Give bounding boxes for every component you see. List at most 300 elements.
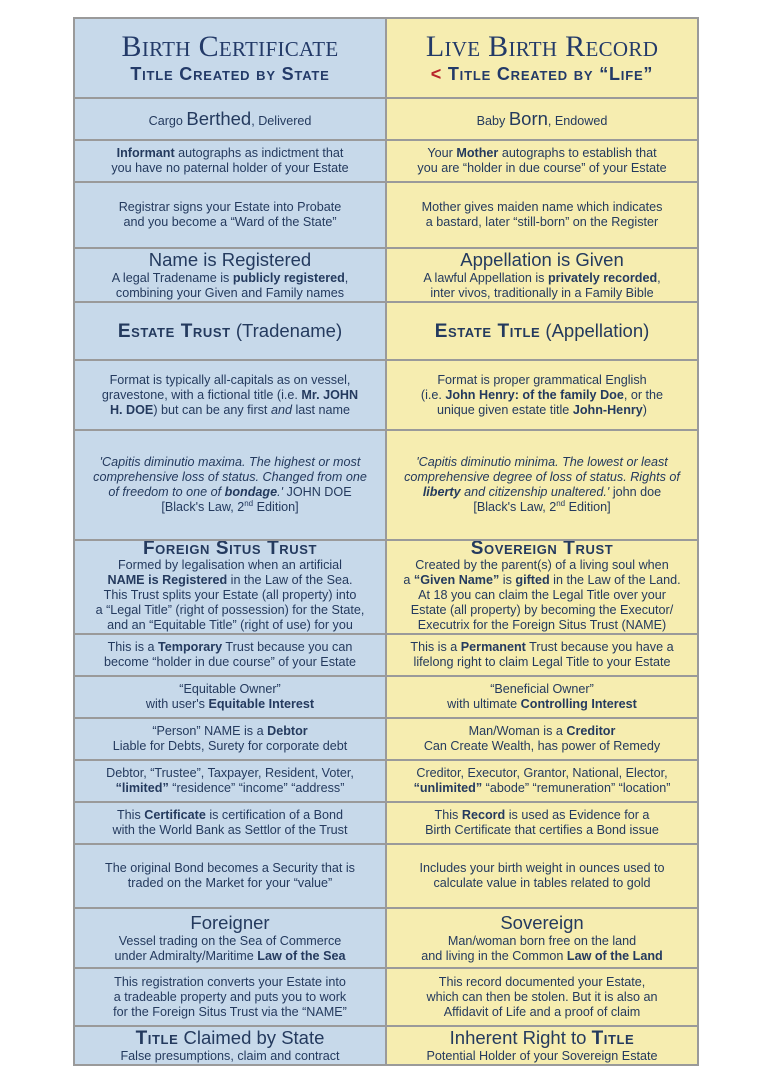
text-run: Foreign Situs Trust — [142, 540, 318, 559]
table-row — [74, 140, 698, 182]
state-cell — [74, 718, 386, 760]
cell-text — [81, 146, 379, 176]
cell-line — [81, 739, 379, 754]
text-run: and living in the Common — [421, 949, 567, 963]
cell-line — [393, 146, 691, 161]
text-run: last name — [291, 402, 351, 417]
text-run: “unlimited” — [413, 781, 483, 795]
text-run: (Tradename) — [230, 320, 343, 341]
text-run: is — [499, 573, 516, 587]
text-run: comprehensive loss of status. Changed from one — [93, 470, 367, 484]
text-run: and an “Equitable Title” (right of use) for you — [107, 618, 353, 632]
cell-line — [393, 823, 691, 838]
text-run: with user's — [145, 697, 209, 711]
text-run: nd — [244, 498, 254, 508]
text-run: you are “holder in due course” of your Estate — [417, 161, 667, 175]
text-run: “Given Name” — [413, 573, 500, 587]
cell-text — [81, 724, 379, 754]
life-cell — [386, 844, 698, 908]
text-run: Law of the Land — [566, 949, 663, 963]
cell-text — [393, 682, 691, 712]
text-run: which can then be stolen. But it is also an — [426, 989, 658, 1004]
cell-text — [81, 975, 379, 1020]
text-run: a “Legal Title” (right of possession) for the State, — [95, 603, 365, 617]
table-row — [74, 430, 698, 540]
cell-text — [393, 766, 691, 796]
cell-text — [81, 200, 379, 230]
table-row — [74, 540, 698, 634]
text-run: Formed by legalisation when an artificial — [117, 558, 342, 572]
state-cell — [74, 140, 386, 182]
text-run: under Admiralty/Maritime — [114, 949, 258, 963]
text-run: inter vivos, traditionally in a Family Bible — [430, 286, 654, 300]
cell-line — [393, 640, 691, 655]
state-cell — [74, 248, 386, 302]
text-run: John Henry: of the family Doe — [445, 387, 624, 402]
state-cell — [74, 302, 386, 360]
cell-line — [393, 200, 691, 215]
text-run: “Equitable Owner” — [179, 682, 281, 696]
text-run: Title — [591, 1028, 635, 1049]
text-run: 'Capitis diminutio maxima. The highest or most — [99, 455, 361, 469]
table-row — [74, 634, 698, 676]
text-run: gravestone, with a fictional title (i.e. — [101, 387, 302, 402]
text-run: “limited” — [115, 781, 169, 795]
cell-line — [81, 271, 379, 286]
state-cell — [74, 360, 386, 430]
cell-line — [393, 975, 691, 990]
cell-line — [81, 1005, 379, 1020]
text-run: Includes your birth weight in ounces used to — [419, 861, 665, 875]
text-run: Name is Registered — [148, 249, 312, 270]
cell-text — [393, 541, 691, 633]
cell-line — [393, 403, 691, 418]
cell-text — [81, 861, 379, 891]
text-run: At 18 you can claim the Legal Title over your — [418, 588, 666, 602]
cell-line — [393, 697, 691, 712]
text-run: ) but can be any first — [153, 402, 271, 417]
cell-line — [393, 1049, 691, 1064]
text-run: This record documented your Estate, — [438, 974, 646, 989]
text-run: “Beneficial Owner” — [490, 682, 594, 696]
text-run: Cargo — [148, 114, 187, 128]
life-cell — [386, 140, 698, 182]
text-run: Man/woman born free on the land — [447, 934, 637, 948]
cell-line — [393, 558, 691, 573]
text-run: Temporary — [158, 640, 223, 654]
comparison-table — [73, 17, 699, 1066]
text-run: traded on the Market for your “value” — [127, 876, 333, 890]
cell-line — [393, 215, 691, 230]
table-row — [74, 302, 698, 360]
cell-line — [393, 934, 691, 949]
text-run: Record — [461, 808, 506, 822]
text-run: Title — [135, 1028, 179, 1049]
text-run: Permanent — [460, 640, 526, 654]
left-title: Birth Certificate — [121, 30, 339, 63]
cell-line — [393, 618, 691, 633]
state-cell — [74, 634, 386, 676]
text-run: ) — [642, 402, 647, 417]
cell-line — [81, 249, 379, 271]
table-row — [74, 182, 698, 248]
text-run: NAME is Registered — [107, 573, 228, 587]
cell-line — [81, 1049, 379, 1064]
cell-line — [81, 286, 379, 301]
cell-line — [81, 640, 379, 655]
header-right — [386, 18, 698, 98]
text-run: Man/Woman is a — [468, 724, 567, 738]
cell-line — [81, 975, 379, 990]
left-subtitle: Title Created by State — [130, 64, 330, 84]
cell-line — [393, 500, 691, 515]
cell-line — [393, 949, 691, 964]
state-cell — [74, 676, 386, 718]
text-run: This Trust splits your Estate (all property) into — [103, 588, 357, 602]
cell-line — [81, 724, 379, 739]
cell-text — [81, 108, 379, 130]
state-cell — [74, 98, 386, 140]
cell-line — [81, 990, 379, 1005]
right-subtitle: Title Created by “Life” — [447, 64, 654, 84]
table-row — [74, 760, 698, 802]
cell-text — [393, 1027, 691, 1064]
text-run: Born — [508, 108, 548, 129]
text-run: .' — [277, 485, 287, 499]
cell-line — [393, 1027, 691, 1049]
cell-line — [81, 320, 379, 342]
text-run: for the Foreign Situs Trust via the “NAME” — [113, 1004, 347, 1019]
text-run: Claimed by State — [178, 1027, 325, 1048]
text-run: a bastard, later “still-born” on the Register — [425, 215, 659, 229]
cell-text — [81, 640, 379, 670]
text-run: Appellation is Given — [460, 249, 624, 270]
cell-line — [393, 861, 691, 876]
text-run: Creditor, Executor, Grantor, National, Elector, — [416, 766, 668, 780]
table-row — [74, 360, 698, 430]
cell-line — [393, 320, 691, 342]
state-cell — [74, 430, 386, 540]
text-run: Potential Holder of your Sovereign Estate — [426, 1049, 658, 1063]
cell-line — [81, 876, 379, 891]
text-run: A legal Tradename is — [111, 271, 233, 285]
cell-line — [81, 388, 379, 403]
text-run: autographs to establish that — [498, 146, 657, 160]
text-run: Edition] — [253, 500, 299, 514]
cell-text — [81, 249, 379, 301]
cell-line — [81, 373, 379, 388]
text-run: a tradeable property and puts you to work — [113, 989, 347, 1004]
text-run: of freedom to one of — [108, 485, 225, 499]
text-run: A lawful Appellation is — [423, 271, 548, 285]
cell-text — [393, 108, 691, 130]
cell-line — [393, 271, 691, 286]
cell-line — [393, 249, 691, 271]
text-run: This — [434, 808, 462, 822]
cell-line — [81, 485, 379, 500]
state-cell — [74, 908, 386, 968]
life-cell — [386, 248, 698, 302]
text-run: Registrar signs your Estate into Probate — [118, 200, 342, 214]
text-run: in the Law of the Sea. — [227, 573, 353, 587]
text-run: Trust because you have a — [525, 640, 674, 654]
text-run: Controlling Interest — [520, 697, 637, 711]
text-run: is certification of a Bond — [205, 808, 344, 822]
life-cell — [386, 676, 698, 718]
text-run: , or the — [623, 387, 664, 402]
text-run: and citizenship unaltered.' — [460, 485, 613, 499]
text-run: (i.e. — [420, 387, 446, 402]
life-cell — [386, 360, 698, 430]
cell-text — [81, 912, 379, 964]
cell-line — [393, 108, 691, 130]
text-run: john doe — [612, 485, 662, 499]
cell-line — [81, 558, 379, 573]
text-run: Certificate — [144, 808, 206, 822]
cell-line — [81, 766, 379, 781]
text-run: Creditor — [566, 724, 616, 738]
text-run: in the Law of the Land. — [549, 573, 681, 587]
cell-line — [393, 573, 691, 588]
text-run: with ultimate — [447, 697, 521, 711]
text-run: nd — [556, 498, 566, 508]
text-run: Liable for Debts, Surety for corporate debt — [112, 739, 348, 753]
cell-text — [393, 808, 691, 838]
cell-line — [81, 455, 379, 470]
table-row — [74, 908, 698, 968]
table-row — [74, 968, 698, 1026]
state-cell — [74, 760, 386, 802]
cell-line — [81, 823, 379, 838]
cell-line — [81, 934, 379, 949]
text-run: , — [344, 271, 349, 285]
text-run: [Black's Law, 2 — [161, 500, 245, 514]
text-run: This is a — [410, 640, 461, 654]
text-run: JOHN DOE — [286, 485, 352, 499]
text-run: and you become a “Ward of the State” — [123, 215, 337, 229]
text-run: privately recorded — [547, 271, 658, 285]
life-cell — [386, 968, 698, 1026]
right-subtitle-line — [393, 63, 691, 85]
text-run: Foreigner — [190, 912, 270, 933]
text-run: Estate Title — [434, 321, 541, 342]
text-run: and — [270, 402, 292, 417]
text-run: , Endowed — [547, 114, 608, 128]
text-run: Affidavit of Life and a proof of claim — [443, 1004, 641, 1019]
state-cell — [74, 802, 386, 844]
text-run: “Person” NAME is a — [152, 724, 268, 738]
life-cell — [386, 302, 698, 360]
text-run: Sovereign — [500, 912, 584, 933]
text-run: you have no paternal holder of your Estate — [111, 161, 349, 175]
text-run: Can Create Wealth, has power of Remedy — [423, 739, 661, 753]
cell-text — [393, 861, 691, 891]
text-run: Format is typically all-capitals as on vessel, — [109, 372, 351, 387]
text-run: Equitable Interest — [208, 697, 315, 711]
text-run: John-Henry — [572, 402, 643, 417]
life-cell — [386, 430, 698, 540]
text-run: Mr. JOHN — [301, 387, 359, 402]
cell-line — [393, 876, 691, 891]
state-cell — [74, 182, 386, 248]
cell-text — [393, 146, 691, 176]
text-run: 'Capitis diminutio minima. The lowest or least — [416, 455, 668, 469]
cell-line — [393, 655, 691, 670]
life-cell — [386, 760, 698, 802]
text-run: Mother gives maiden name which indicates — [421, 200, 663, 214]
table-row — [74, 1026, 698, 1065]
cell-line — [81, 215, 379, 230]
cell-line — [81, 949, 379, 964]
cell-line — [393, 724, 691, 739]
cell-text — [393, 640, 691, 670]
cell-line — [81, 697, 379, 712]
cell-line — [393, 990, 691, 1005]
text-run: become “holder in due course” of your Estate — [103, 655, 356, 669]
text-run: This — [116, 808, 145, 822]
cell-text — [81, 1027, 379, 1064]
cell-line — [393, 588, 691, 603]
cell-text — [393, 200, 691, 230]
cell-text — [81, 808, 379, 838]
text-run: with the World Bank as Settlor of the Trust — [112, 823, 348, 837]
life-cell — [386, 540, 698, 634]
text-run: Edition] — [565, 500, 611, 514]
life-cell — [386, 98, 698, 140]
text-run: is used as Evidence for a — [505, 808, 650, 822]
cell-line — [81, 146, 379, 161]
text-run: , — [657, 271, 661, 285]
cell-line — [393, 912, 691, 934]
text-run: Debtor, “Trustee”, Taxpayer, Resident, Voter, — [106, 766, 354, 780]
text-run: Estate Trust — [117, 321, 231, 342]
cell-line — [393, 286, 691, 301]
cell-line — [81, 573, 379, 588]
text-run: , Delivered — [251, 114, 312, 128]
life-cell — [386, 1026, 698, 1065]
cell-text — [393, 975, 691, 1020]
text-run: Format is proper grammatical English — [437, 372, 647, 387]
text-run: Estate (all property) by becoming the Executor/ — [410, 603, 674, 617]
text-run: Your — [427, 146, 457, 160]
text-run: Trust because you can — [222, 640, 353, 654]
cell-line — [81, 603, 379, 618]
text-run: Debtor — [267, 724, 308, 738]
state-cell — [74, 968, 386, 1026]
table-row — [74, 248, 698, 302]
cell-line — [81, 808, 379, 823]
cell-line — [393, 470, 691, 485]
text-run: Sovereign Trust — [470, 540, 614, 559]
text-run: Vessel trading on the Sea of Commerce — [118, 934, 342, 948]
text-run: publicly registered — [232, 271, 345, 285]
cell-line — [81, 912, 379, 934]
text-run: gifted — [515, 573, 550, 587]
cell-line — [393, 781, 691, 796]
text-run: autographs as indictment that — [174, 146, 344, 160]
cell-text — [393, 912, 691, 964]
text-run: “residence” “income” “address” — [168, 781, 345, 795]
text-run: Berthed — [186, 108, 252, 129]
table-row — [74, 676, 698, 718]
cell-line — [393, 485, 691, 500]
cell-text — [393, 724, 691, 754]
cell-line — [81, 541, 379, 558]
cell-line — [81, 200, 379, 215]
table-row — [74, 844, 698, 908]
text-run: H. DOE — [109, 402, 154, 417]
text-run: Informant — [116, 146, 175, 160]
table-row — [74, 718, 698, 760]
text-run: combining your Given and Family names — [115, 286, 345, 300]
cell-text — [393, 249, 691, 301]
text-run: Executrix for the Foreign Situs Trust (NAME) — [417, 618, 667, 632]
cell-line — [81, 781, 379, 796]
text-run: Mother — [456, 146, 499, 160]
cell-line — [81, 470, 379, 485]
cell-line — [81, 682, 379, 697]
cell-text — [81, 682, 379, 712]
cell-text — [81, 320, 379, 342]
text-run: False presumptions, claim and contract — [120, 1049, 340, 1063]
state-cell — [74, 540, 386, 634]
text-run: This registration converts your Estate into — [114, 974, 346, 989]
header-left — [74, 18, 386, 98]
cell-line — [81, 500, 379, 515]
cell-text — [81, 373, 379, 418]
cell-line — [393, 739, 691, 754]
life-cell — [386, 802, 698, 844]
state-cell — [74, 1026, 386, 1065]
text-run: This is a — [107, 640, 158, 654]
text-run: a — [403, 573, 414, 587]
text-run: comprehensive degree of loss of status. Rights of — [404, 470, 680, 484]
life-cell — [386, 634, 698, 676]
life-cell — [386, 182, 698, 248]
cell-text — [393, 373, 691, 418]
cell-line — [81, 588, 379, 603]
table-row — [74, 802, 698, 844]
cell-line — [393, 808, 691, 823]
text-run: bondage — [224, 485, 278, 499]
cell-line — [393, 161, 691, 176]
cell-text — [81, 766, 379, 796]
cell-line — [81, 861, 379, 876]
text-run: Created by the parent(s) of a living soul when — [415, 558, 669, 572]
text-run: Birth Certificate that certifies a Bond issue — [425, 823, 659, 837]
header-row — [74, 18, 698, 98]
text-run: [Black's Law, 2 — [473, 500, 557, 514]
cell-line — [393, 766, 691, 781]
cell-line — [81, 161, 379, 176]
cell-text — [393, 455, 691, 515]
text-run: unique given estate title — [436, 402, 573, 417]
arrow-marker: < — [430, 64, 443, 84]
right-title: Live Birth Record — [425, 30, 659, 63]
text-run: (Appellation) — [540, 320, 650, 341]
cell-line — [393, 603, 691, 618]
text-run: Inherent Right to — [449, 1027, 592, 1048]
cell-line — [81, 655, 379, 670]
text-run: Baby — [476, 114, 509, 128]
cell-line — [81, 1027, 379, 1049]
state-cell — [74, 844, 386, 908]
cell-text — [393, 320, 691, 342]
text-run: liberty — [422, 485, 461, 499]
cell-line — [393, 541, 691, 558]
text-run: The original Bond becomes a Security that is — [105, 861, 355, 875]
cell-line — [393, 1005, 691, 1020]
